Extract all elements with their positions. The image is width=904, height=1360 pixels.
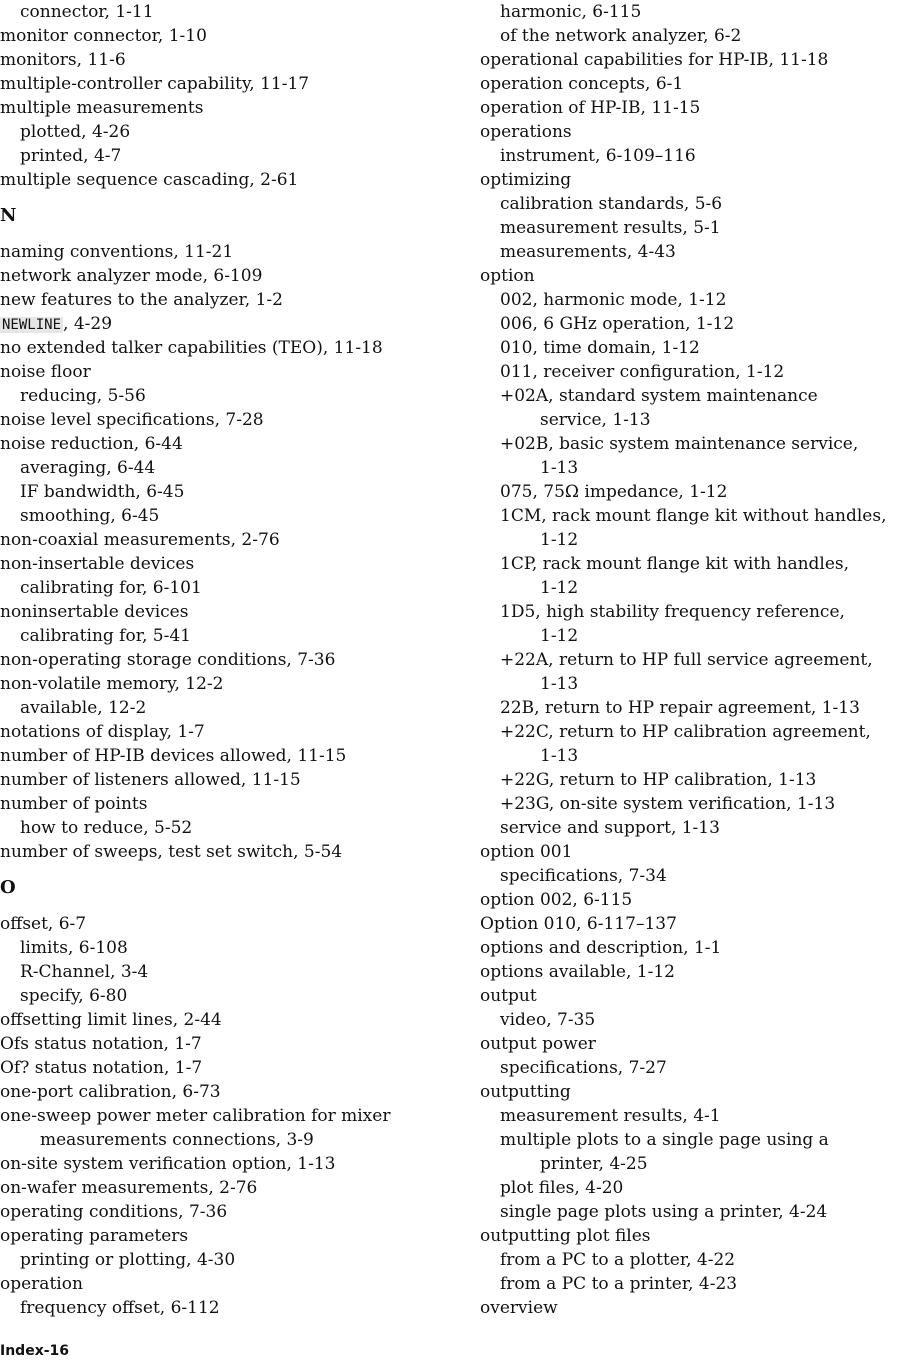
index-subentry: printing or plotting, 4-30 <box>20 1250 236 1270</box>
index-entry: option 001 <box>480 842 573 862</box>
index-subentry: +02A, standard system maintenance <box>500 386 818 406</box>
index-entry: outputting plot files <box>480 1226 651 1246</box>
section-heading-n: N <box>0 205 17 226</box>
index-subentry: 006, 6 GHz operation, 1-12 <box>500 314 735 334</box>
index-entry: options and description, 1-1 <box>480 938 722 958</box>
index-subentry: +23G, on-site system verification, 1-13 <box>500 794 836 814</box>
index-subentry: measurements, 4-43 <box>500 242 676 262</box>
index-entry: output <box>480 986 537 1006</box>
index-entry: operations <box>480 122 572 142</box>
index-entry: number of listeners allowed, 11-15 <box>0 770 301 790</box>
index-subentry: calibration standards, 5-6 <box>500 194 723 214</box>
index-subentry: 1CM, rack mount flange kit without handles, <box>500 506 887 526</box>
index-entry: noninsertable devices <box>0 602 189 622</box>
index-entry: outputting <box>480 1082 571 1102</box>
index-entry: one-port calibration, 6-73 <box>0 1082 221 1102</box>
index-entry: options available, 1-12 <box>480 962 675 982</box>
index-entry: multiple sequence cascading, 2-61 <box>0 170 299 190</box>
index-entry: Option 010, 6-117–137 <box>480 914 677 934</box>
index-entry: non-volatile memory, 12-2 <box>0 674 224 694</box>
index-subentry: calibrating for, 5-41 <box>20 626 191 646</box>
index-entry: naming conventions, 11-21 <box>0 242 234 262</box>
index-subentry: specifications, 7-27 <box>500 1058 667 1078</box>
index-subentry: connector, 1-11 <box>20 2 154 22</box>
index-subentry-continuation: 1-12 <box>540 578 579 598</box>
index-subentry: reducing, 5-56 <box>20 386 146 406</box>
index-subentry: +22A, return to HP full service agreement, <box>500 650 873 670</box>
index-subentry: plot files, 4-20 <box>500 1178 624 1198</box>
index-subentry: limits, 6-108 <box>20 938 128 958</box>
index-entry: number of HP-IB devices allowed, 11-15 <box>0 746 347 766</box>
index-subentry-continuation: 1-13 <box>540 674 579 694</box>
index-subentry: service and support, 1-13 <box>500 818 720 838</box>
index-subentry: printed, 4-7 <box>20 146 122 166</box>
index-subentry-continuation: 1-13 <box>540 746 579 766</box>
index-entry: on-site system verification option, 1-13 <box>0 1154 336 1174</box>
index-subentry: measurement results, 5-1 <box>500 218 721 238</box>
index-entry: Ofs status notation, 1-7 <box>0 1034 202 1054</box>
index-subentry: from a PC to a printer, 4-23 <box>500 1274 738 1294</box>
index-entry: multiple-controller capability, 11-17 <box>0 74 310 94</box>
index-entry: optimizing <box>480 170 572 190</box>
index-entry-continuation: measurements connections, 3-9 <box>40 1130 314 1150</box>
index-entry: output power <box>480 1034 596 1054</box>
newline-ref: , 4-29 <box>63 314 113 334</box>
index-subentry: calibrating for, 6-101 <box>20 578 202 598</box>
index-entry: noise level specifications, 7-28 <box>0 410 264 430</box>
index-subentry: averaging, 6-44 <box>20 458 156 478</box>
index-subentry-continuation: 1-13 <box>540 458 579 478</box>
index-entry: operation of HP-IB, 11-15 <box>480 98 701 118</box>
index-entry: one-sweep power meter calibration for mixer <box>0 1106 391 1126</box>
index-subentry: frequency offset, 6-112 <box>20 1298 220 1318</box>
index-entry: option <box>480 266 535 286</box>
index-subentry: specifications, 7-34 <box>500 866 667 886</box>
index-entry: overview <box>480 1298 558 1318</box>
index-subentry: R-Channel, 3-4 <box>20 962 149 982</box>
index-entry: option 002, 6-115 <box>480 890 633 910</box>
index-entry: monitors, 11-6 <box>0 50 126 70</box>
index-entry: noise floor <box>0 362 91 382</box>
index-subentry: 22B, return to HP repair agreement, 1-13 <box>500 698 860 718</box>
index-entry: offsetting limit lines, 2-44 <box>0 1010 222 1030</box>
index-subentry-continuation: service, 1-13 <box>540 410 651 430</box>
index-subentry: +02B, basic system maintenance service, <box>500 434 859 454</box>
index-subentry: measurement results, 4-1 <box>500 1106 721 1126</box>
index-subentry: smoothing, 6-45 <box>20 506 160 526</box>
page-footer-label: Index-16 <box>0 1343 70 1359</box>
index-column-left <box>0 0 440 1320</box>
index-entry: operational capabilities for HP-IB, 11-18 <box>480 50 829 70</box>
index-entry: offset, 6-7 <box>0 914 87 934</box>
index-subentry: 075, 75Ω impedance, 1-12 <box>500 482 728 502</box>
index-entry: non-coaxial measurements, 2-76 <box>0 530 280 550</box>
index-subentry-continuation: 1-12 <box>540 626 579 646</box>
index-entry: number of points <box>0 794 148 814</box>
index-entry: on-wafer measurements, 2-76 <box>0 1178 258 1198</box>
index-subentry: available, 12-2 <box>20 698 147 718</box>
index-entry: new features to the analyzer, 1-2 <box>0 290 283 310</box>
index-subentry: 011, receiver configuration, 1-12 <box>500 362 785 382</box>
index-subentry-continuation: printer, 4-25 <box>540 1154 648 1174</box>
index-entry: operating conditions, 7-36 <box>0 1202 228 1222</box>
index-entry: non-insertable devices <box>0 554 195 574</box>
index-entry: operation <box>0 1274 83 1294</box>
index-entry: monitor connector, 1-10 <box>0 26 207 46</box>
index-subentry: plotted, 4-26 <box>20 122 131 142</box>
index-subentry: video, 7-35 <box>500 1010 596 1030</box>
index-subentry: IF bandwidth, 6-45 <box>20 482 185 502</box>
index-subentry: +22G, return to HP calibration, 1-13 <box>500 770 817 790</box>
index-subentry: specify, 6-80 <box>20 986 128 1006</box>
index-subentry: multiple plots to a single page using a <box>500 1130 829 1150</box>
index-subentry-continuation: 1-12 <box>540 530 579 550</box>
index-entry: network analyzer mode, 6-109 <box>0 266 263 286</box>
index-entry: number of sweeps, test set switch, 5-54 <box>0 842 343 862</box>
index-subentry: 1CP, rack mount flange kit with handles, <box>500 554 850 574</box>
index-subentry: +22C, return to HP calibration agreement, <box>500 722 871 742</box>
index-entry-newline <box>0 312 440 336</box>
index-entry: notations of display, 1-7 <box>0 722 205 742</box>
index-subentry: harmonic, 6-115 <box>500 2 642 22</box>
index-subentry: 010, time domain, 1-12 <box>500 338 700 358</box>
index-subentry: how to reduce, 5-52 <box>20 818 193 838</box>
newline-key-label: NEWLINE <box>2 317 62 333</box>
index-subentry: 002, harmonic mode, 1-12 <box>500 290 727 310</box>
index-subentry: of the network analyzer, 6-2 <box>500 26 742 46</box>
section-heading-o: O <box>0 877 16 898</box>
index-column-right <box>480 0 904 1320</box>
index-entry: operating parameters <box>0 1226 189 1246</box>
index-entry: operation concepts, 6-1 <box>480 74 684 94</box>
index-entry: non-operating storage conditions, 7-36 <box>0 650 336 670</box>
index-entry: no extended talker capabilities (TEO), 11-18 <box>0 338 383 358</box>
index-subentry: instrument, 6-109–116 <box>500 146 696 166</box>
index-entry: Of? status notation, 1-7 <box>0 1058 203 1078</box>
index-subentry: single page plots using a printer, 4-24 <box>500 1202 828 1222</box>
index-subentry: from a PC to a plotter, 4-22 <box>500 1250 736 1270</box>
index-subentry: 1D5, high stability frequency reference, <box>500 602 845 622</box>
index-entry: noise reduction, 6-44 <box>0 434 183 454</box>
index-entry: multiple measurements <box>0 98 204 118</box>
